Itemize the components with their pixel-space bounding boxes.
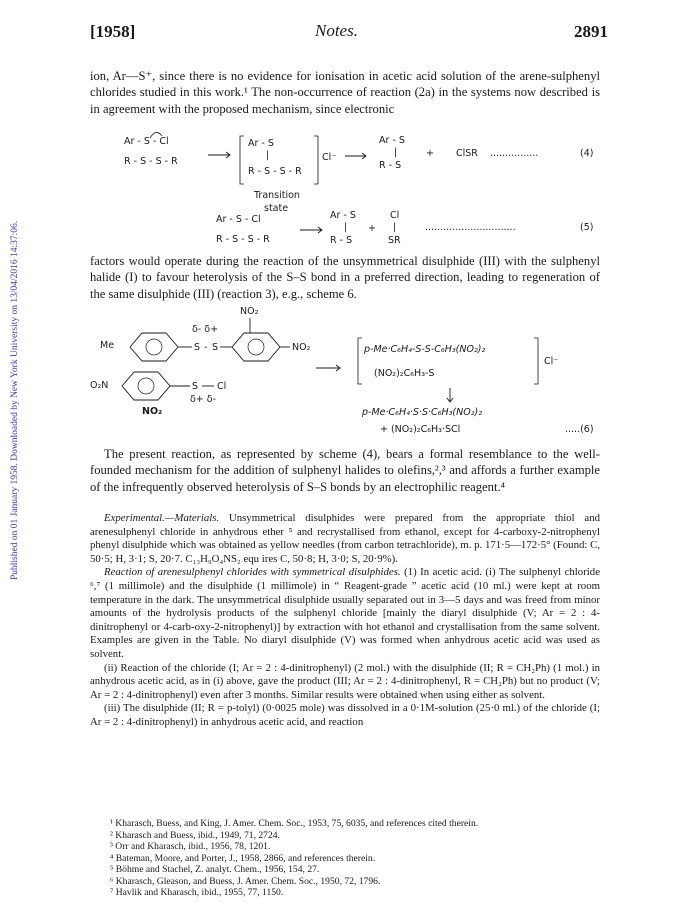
- download-watermark: Published on 01 January 1958. Downloaded by New York University on 13/04/2016 14:37:06.: [10, 220, 20, 580]
- experimental-heading: Experimental.—Materials.: [104, 512, 220, 524]
- svg-text:-: -: [204, 342, 208, 353]
- s4-transition-label: Transition: [254, 190, 300, 201]
- s6-delta-top: δ- δ+: [192, 324, 219, 335]
- section-title: Notes.: [315, 21, 358, 40]
- footnote-5: ⁵ Böhme and Stachel, Z. analyt. Chem., 1956, 154, 27.: [110, 864, 320, 875]
- s5-plus: +: [368, 223, 376, 234]
- s4-ts-bar: |: [266, 150, 270, 161]
- s4-bracket-left: [240, 136, 244, 184]
- s6-me: Me: [100, 340, 115, 351]
- journal-year: [1958]: [90, 22, 136, 41]
- s4-clsr: ClSR: [456, 148, 478, 159]
- s6-cl-minus: Cl⁻: [544, 356, 559, 367]
- footnote-6: ⁶ Kharasch, Gleason, and Buess, J. Amer. Chem. Soc., 1950, 72, 1796.: [110, 875, 381, 887]
- reaction-text: (1) In acetic acid. (i) The sulphenyl chloride ⁶,⁷ (1 millimole) and the disulphide (1 millimole) in “ Reagent-grade ” acetic acid (10 ml.) were kept at room temperature in the dark. The unsymmetrical disulphide usually separated out in 3—5 days and was freed from minor amounts of the hydrolysis products of the sulphenyl chloride [mainly the diaryl disulphide (V; Ar = 2 : 4-dinitrophenyl or 4-carb-oxy-2-nitrophenyl)] by extraction with hot ethanol and crystallisation from the same solvent. Examples are given in the Table. No diaryl disulphide (V) was formed when anhydrous acetic acid was used as solvent.: [90, 566, 600, 660]
- s6-prod2: + (NO₂)₂C₆H₃·SCl: [380, 424, 461, 435]
- svg-text:|: |: [393, 222, 397, 233]
- s4-plus: +: [426, 148, 434, 159]
- footnote-7: ⁷ Havlik and Kharasch, ibid., 1955, 77, 1150.: [110, 887, 284, 898]
- reaction-ii-text: (ii) Reaction of the chloride (I; Ar = 2 : 4-dinitrophenyl) (2 mol.) with the disulphide (II; R = CH₂Ph) (1 mol.) in anhydrous acetic acid, as in (i) above, gave the product (III; Ar = 2 : 4-dinitrophenyl, R = CH₂Ph) but no product (V; Ar = 2 : 4-dinitrophenyl) even after 3 months. Similar results were obtained when using either as solvent.: [90, 661, 600, 701]
- s6-s2: S: [212, 342, 219, 353]
- s6-delta-bottom: δ+ δ-: [190, 394, 217, 405]
- s6-no2-top: NO₂: [240, 306, 259, 317]
- s6-bracket-left: [358, 338, 362, 384]
- s6-ring-1: [130, 333, 178, 361]
- s6-br-line2: (NO₂)₂C₆H₃-S: [374, 368, 435, 379]
- s6-o2n: O₂N: [90, 380, 109, 391]
- reaction-heading: Reaction of arenesulphenyl chlorides with symmetrical disulphides.: [104, 566, 401, 579]
- s6-bracket-right: [534, 338, 538, 384]
- reaction-paragraph: [90, 566, 600, 661]
- s4-ts-line1: Ar - S: [248, 138, 274, 149]
- s4-left-bottom: R - S - S - R: [124, 156, 178, 167]
- svg-text:|: |: [394, 147, 398, 158]
- experimental-section: [90, 512, 600, 730]
- s6-number: .....(6): [565, 424, 594, 435]
- s4-prod-top: Ar - S: [379, 135, 405, 146]
- s4-bracket-right: [314, 136, 318, 184]
- s6-s3: S: [192, 381, 199, 392]
- present-text: The present reaction, as represented by scheme (4), bears a formal resemblance to the well-founded mechanism for the addition of sulphenyl halides to olefins,²,³ and affords a further example of the infrequently observed heterolysis of S–S bonds by an electrophilic reagent.⁴: [90, 447, 600, 494]
- page-number: 2891: [574, 22, 608, 41]
- s5-sr: SR: [388, 235, 401, 246]
- s4-left-top: Ar - S - Cl: [124, 136, 169, 147]
- intro-text: ion, Ar—S⁺, since there is no evidence for ionisation in acetic acid solution of the arene-sulphenyl chlorides studied in this work.¹ The non-occurrence of reaction (2a) in the systems now described is in agreement with the proposed mechanism, since electronic: [90, 69, 600, 116]
- s5-left-bottom: R - S - S - R: [216, 234, 270, 245]
- footnote-4: ⁴ Bateman, Moore, and Porter, J., 1958, 2866, and references therein.: [110, 852, 376, 864]
- s5-prod-top: Ar - S: [330, 210, 356, 221]
- s5-dots: ..............................: [425, 222, 516, 233]
- s4-dots: ................: [490, 148, 539, 159]
- s6-no2-right: NO₂: [292, 342, 311, 353]
- reaction-iii-text: (iii) The disulphide (II; R = p-tolyl) (0·0025 mole) was dissolved in a 0·1M-solution (25·0 ml.) of the chloride (I; Ar = 2 : 4-dinitrophenyl) in anhydrous acetic acid, and reaction: [90, 702, 600, 728]
- s5-prod-bottom: R - S: [330, 235, 353, 246]
- s4-state-label: state: [264, 203, 289, 214]
- svg-text:|: |: [344, 222, 348, 233]
- experimental-paragraph: [90, 512, 600, 566]
- s6-br-line1: p-Me·C₆H₄-S-S-C₆H₃(NO₂)₂: [364, 344, 486, 355]
- footnote-1: ¹ Kharasch, Buess, and King, J. Amer. Chem. Soc., 1953, 75, 6035, and references cited therein.: [110, 818, 479, 829]
- experimental-text: Unsymmetrical disulphides were prepared from the appropriate thiol and arenesulphenyl chloride in anhydrous ether ⁵ and recrystallised from ethanol, except for 4-carboxy-2-nitrophenyl phenyl disulphide which was obtained as yellow needles (from carbon tetrachloride), m. p. 171·5—172·5° (Found: C, 50·5; H, 3·1; S, 20·7. C₁₃H₉O₄NS₂ equ ires C, 50·8; H, 3·0; S, 20·9%).: [90, 512, 600, 565]
- footnote-2: ² Kharasch and Buess, ibid., 1949, 71, 2724.: [110, 829, 280, 841]
- s5-left-top: Ar - S - Cl: [216, 214, 261, 225]
- s6-ring-3: [122, 372, 170, 400]
- s4-ts-line2: R - S - S - R: [248, 166, 302, 177]
- s6-prod1: p-Me·C₆H₄·S·S·C₆H₃(NO₂)₂: [362, 407, 483, 418]
- present-paragraph: [90, 446, 600, 495]
- mid-text: factors would operate during the reaction of the unsymmetrical disulphide (III) with the sulphenyl halide (I) to favour heterolysis of the S–S bond in a preferred direction, leading to regeneration of the same disulphide (III) (reaction 3), e.g., scheme 6.: [90, 254, 600, 301]
- scheme-6: [90, 302, 610, 442]
- footnote-3: ³ Orr and Kharasch, ibid., 1956, 78, 1201.: [110, 841, 271, 852]
- footnotes: [110, 818, 610, 899]
- s6-no2-bottom: NO₂: [142, 406, 163, 417]
- s5-cl: Cl: [390, 210, 400, 221]
- mid-paragraph: [90, 253, 600, 302]
- s4-prod-bottom: R - S: [379, 160, 402, 171]
- s4-number: (4): [580, 148, 594, 159]
- intro-paragraph: [90, 68, 600, 117]
- s4-ts-cl: Cl⁻: [322, 152, 337, 163]
- scheme-4-5: [90, 118, 610, 248]
- s5-number: (5): [580, 222, 594, 233]
- s6-s1: S: [194, 342, 201, 353]
- s6-ring-2: [232, 333, 280, 361]
- s6-cl: Cl: [217, 381, 227, 392]
